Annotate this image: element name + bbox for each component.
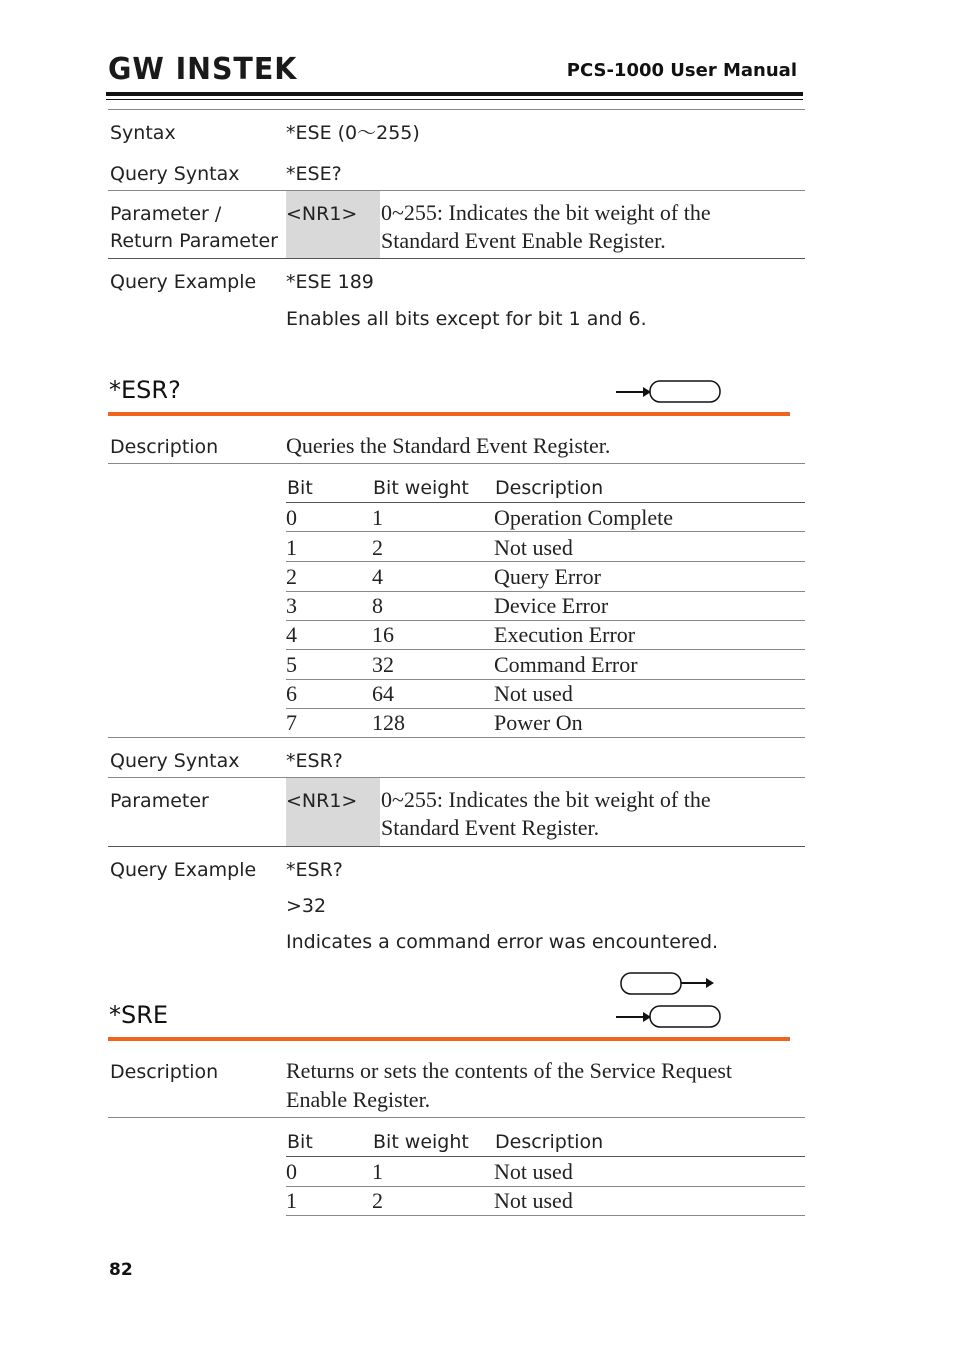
table-divider bbox=[286, 561, 805, 562]
table-header-description: Description bbox=[495, 1131, 604, 1153]
table-cell: 2 bbox=[372, 1188, 383, 1213]
table-cell: 6 bbox=[286, 681, 297, 706]
table-cell: 1 bbox=[372, 1159, 383, 1184]
table-cell: 2 bbox=[286, 564, 297, 589]
table-cell: 4 bbox=[286, 622, 297, 647]
table-cell: Query Error bbox=[494, 564, 601, 589]
query-syntax-label: Query Syntax bbox=[110, 163, 240, 185]
table-header-weight: Bit weight bbox=[373, 1131, 469, 1153]
divider bbox=[108, 463, 805, 464]
query-example-note: Indicates a command error was encountered. bbox=[286, 931, 719, 953]
table-cell: Not used bbox=[494, 535, 573, 560]
table-divider bbox=[286, 531, 805, 532]
query-example-note: Enables all bits except for bit 1 and 6. bbox=[286, 308, 647, 330]
table-header-weight: Bit weight bbox=[373, 477, 469, 499]
table-cell: 1 bbox=[286, 1188, 297, 1213]
description-value: Returns or sets the contents of the Service Request bbox=[286, 1058, 733, 1083]
divider bbox=[108, 737, 805, 738]
table-cell: 32 bbox=[372, 652, 394, 677]
table-divider bbox=[286, 679, 805, 680]
section-underline bbox=[108, 412, 790, 416]
table-cell: Operation Complete bbox=[494, 505, 674, 530]
section-title-esr: *ESR? bbox=[109, 376, 181, 404]
query-example-response: >32 bbox=[286, 895, 327, 917]
table-cell: Power On bbox=[494, 710, 583, 735]
parameter-description: 0~255: Indicates the bit weight of the bbox=[381, 200, 711, 225]
table-header-bit: Bit bbox=[287, 477, 313, 499]
divider bbox=[108, 846, 805, 847]
table-header-description: Description bbox=[495, 477, 604, 499]
table-cell: 1 bbox=[372, 505, 383, 530]
description-label: Description bbox=[110, 1061, 219, 1083]
query-example-value: *ESR? bbox=[286, 859, 343, 881]
set-query-icon bbox=[615, 970, 723, 1032]
parameter-label: Parameter bbox=[110, 790, 209, 812]
parameter-description-2: Standard Event Register. bbox=[381, 815, 600, 840]
description-value: Queries the Standard Event Register. bbox=[286, 433, 611, 458]
table-cell: 4 bbox=[372, 564, 383, 589]
divider bbox=[108, 109, 805, 110]
table-divider bbox=[286, 591, 805, 592]
section-title-sre: *SRE bbox=[109, 1001, 169, 1029]
table-cell: 64 bbox=[372, 681, 394, 706]
table-divider bbox=[286, 649, 805, 650]
query-arrow-icon bbox=[615, 379, 723, 405]
table-divider bbox=[286, 620, 805, 621]
description-label: Description bbox=[110, 436, 219, 458]
table-cell: 2 bbox=[372, 535, 383, 560]
divider bbox=[108, 258, 805, 259]
table-cell: 3 bbox=[286, 593, 297, 618]
table-cell: 8 bbox=[372, 593, 383, 618]
parameter-type: <NR1> bbox=[286, 790, 358, 812]
section-underline bbox=[108, 1037, 790, 1041]
divider bbox=[108, 190, 805, 191]
table-cell: Device Error bbox=[494, 593, 609, 618]
page-number: 82 bbox=[109, 1260, 133, 1280]
table-cell: 0 bbox=[286, 1159, 297, 1184]
table-cell: 1 bbox=[286, 535, 297, 560]
parameter-description-2: Standard Event Enable Register. bbox=[381, 228, 666, 253]
table-cell: Command Error bbox=[494, 652, 638, 677]
table-cell: 128 bbox=[372, 710, 405, 735]
query-example-label: Query Example bbox=[110, 859, 257, 881]
table-cell: 16 bbox=[372, 622, 394, 647]
parameter-type: <NR1> bbox=[286, 203, 358, 225]
syntax-label: Syntax bbox=[110, 122, 176, 144]
table-cell: Execution Error bbox=[494, 622, 636, 647]
table-divider bbox=[286, 1215, 805, 1216]
header-rule bbox=[106, 92, 803, 96]
table-cell: 0 bbox=[286, 505, 297, 530]
table-divider bbox=[286, 708, 805, 709]
parameter-description: 0~255: Indicates the bit weight of the bbox=[381, 787, 711, 812]
parameter-label: Parameter / bbox=[110, 203, 222, 225]
table-cell: 5 bbox=[286, 652, 297, 677]
query-syntax-value: *ESE? bbox=[286, 163, 342, 185]
table-cell: Not used bbox=[494, 1188, 573, 1213]
query-syntax-label: Query Syntax bbox=[110, 750, 240, 772]
return-parameter-label: Return Parameter bbox=[110, 230, 278, 252]
divider bbox=[108, 777, 805, 778]
table-divider bbox=[286, 502, 805, 503]
table-cell: 7 bbox=[286, 710, 297, 735]
manual-title: PCS-1000 User Manual bbox=[566, 60, 797, 81]
table-cell: Not used bbox=[494, 681, 573, 706]
table-divider bbox=[286, 1156, 805, 1157]
table-divider bbox=[286, 1186, 805, 1187]
syntax-value: *ESE (0～255) bbox=[286, 122, 420, 144]
divider bbox=[108, 1117, 805, 1118]
brand-logo: GW INSTEK bbox=[108, 52, 298, 87]
table-header-bit: Bit bbox=[287, 1131, 313, 1153]
table-cell: Not used bbox=[494, 1159, 573, 1184]
description-value-2: Enable Register. bbox=[286, 1087, 431, 1112]
header-rule-thin bbox=[106, 99, 803, 100]
query-syntax-value: *ESR? bbox=[286, 750, 343, 772]
query-example-label: Query Example bbox=[110, 271, 257, 293]
query-example-value: *ESE 189 bbox=[286, 271, 374, 293]
